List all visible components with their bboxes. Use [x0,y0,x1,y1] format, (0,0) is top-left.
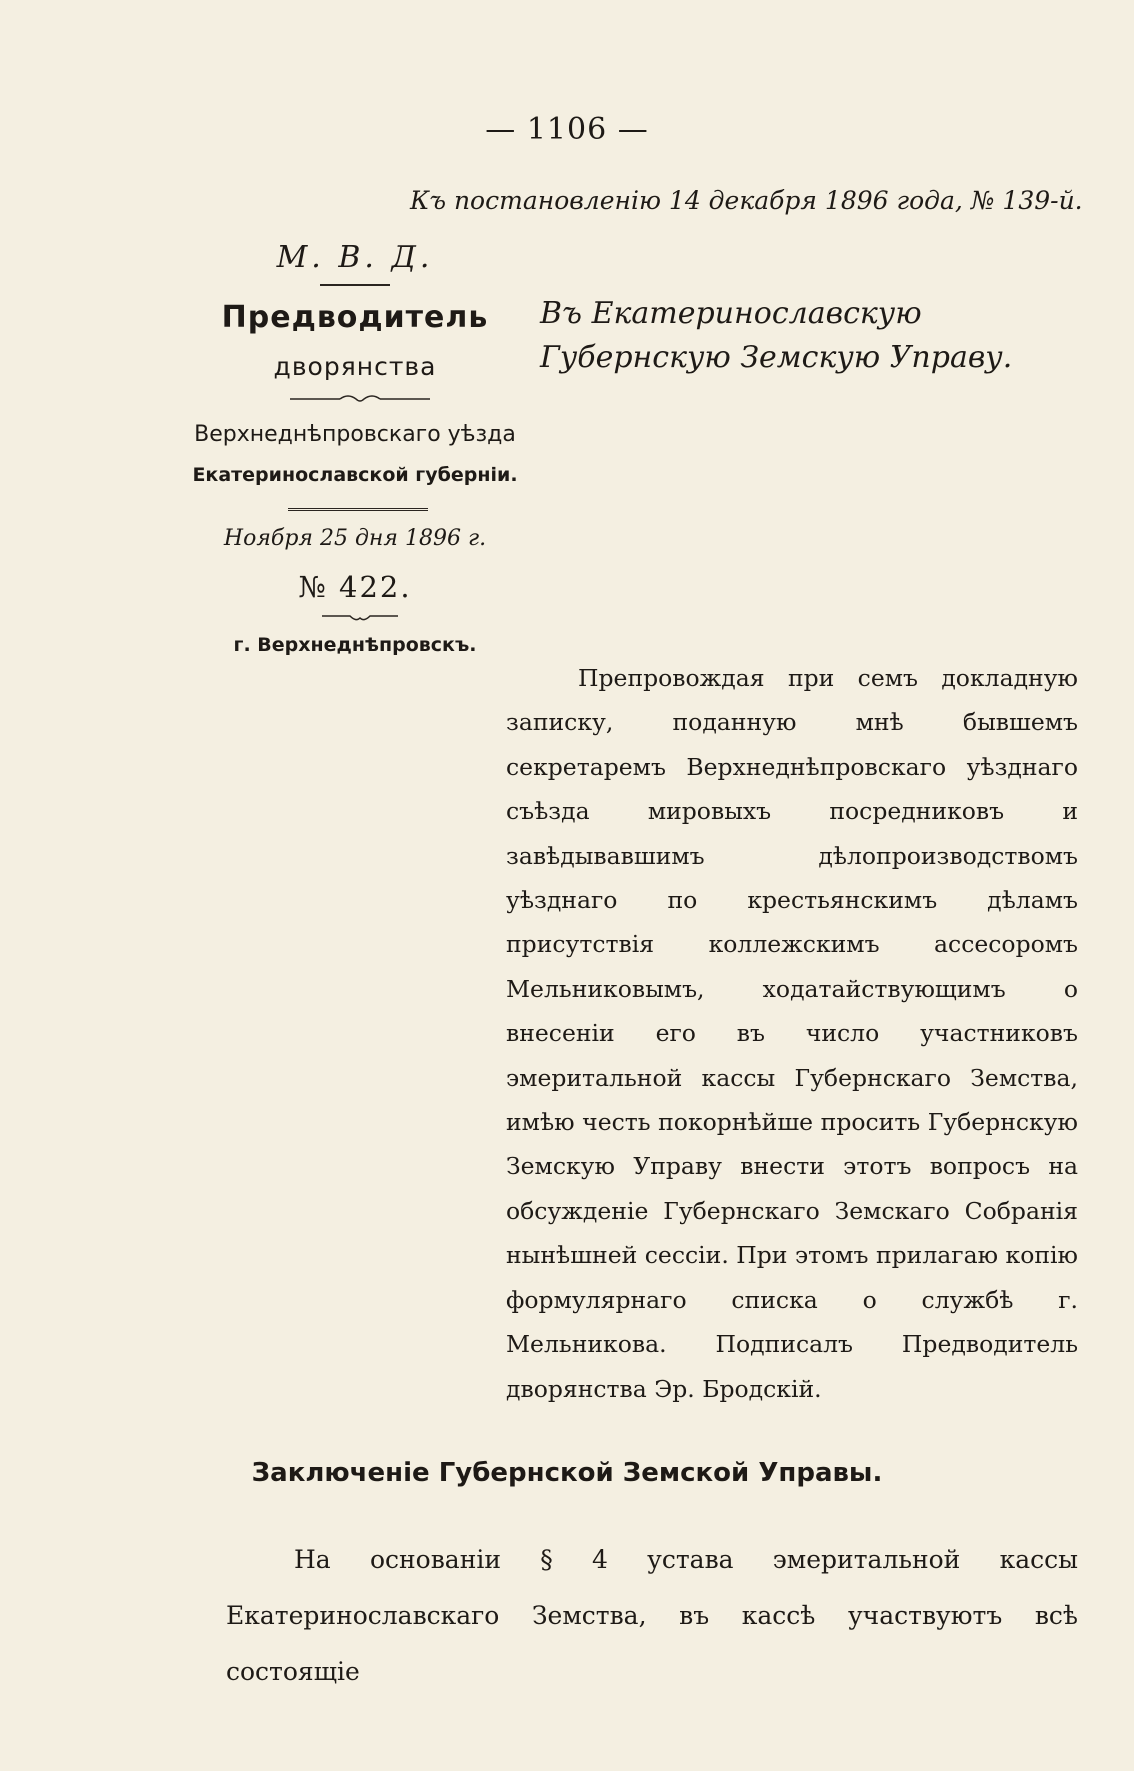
divider-rule [320,284,390,286]
city-name: г. Верхнеднѣпровскъ. [233,634,477,656]
province-name: Екатеринославской губерніи. [192,464,518,486]
conclusion-text: На основаніи § 4 устава эмеритальной кассы Екатеринославскаго Земства, въ кассѣ участвуютъ всѣ состоящіе [226,1545,1078,1686]
addressee: Въ Екатеринославскую Губернскую Земскую Управу. [540,296,1013,375]
ministry-abbreviation: М. В. Д. [276,240,434,275]
page-number: — 1106 — [485,112,649,147]
double-rule [288,508,428,511]
section-heading: Заключеніе Губернской Земской Управы. [251,1458,883,1488]
district-name: Верхнеднѣпровскаго уѣзда [194,422,516,447]
letter-date: Ноября 25 дня 1896 г. [223,526,487,551]
letter-body: Препровождая при семъ докладную записку, поданную мнѣ бывшемъ секретаремъ Верхнеднѣпровскаго уѣзднаго съѣзда мировыхъ посредниковъ и завѣдывавшимъ дѣлопроизводствомъ уѣзднаго по крестьянскимъ дѣламъ присутствія коллежскимъ ассесоромъ Мельниковымъ, ходатайствующимъ о внесеніи его въ число участниковъ эмеритальной кассы Губернскаго Земства, имѣю честь покорнѣйше просить Губернскую Земскую Управу внести этотъ вопросъ на обсужденіе Губернскаго Земскаго Собранія нынѣшней сессіи. При этомъ прилагаю копію формулярнаго списка о службѣ г. Мельникова. Подписалъ Предводитель дворянства Эр. Бродскій. [506,664,1078,1403]
ornament-divider [290,392,430,406]
letter-number: № 422. [298,570,412,604]
reference-line: Къ постановленію 14 декабря 1896 года, № 139-й. [410,186,1083,215]
letterhead-subtitle: дворянства [273,352,437,381]
ornament-divider-small [322,612,398,624]
letterhead-title: Предводитель [221,300,489,335]
